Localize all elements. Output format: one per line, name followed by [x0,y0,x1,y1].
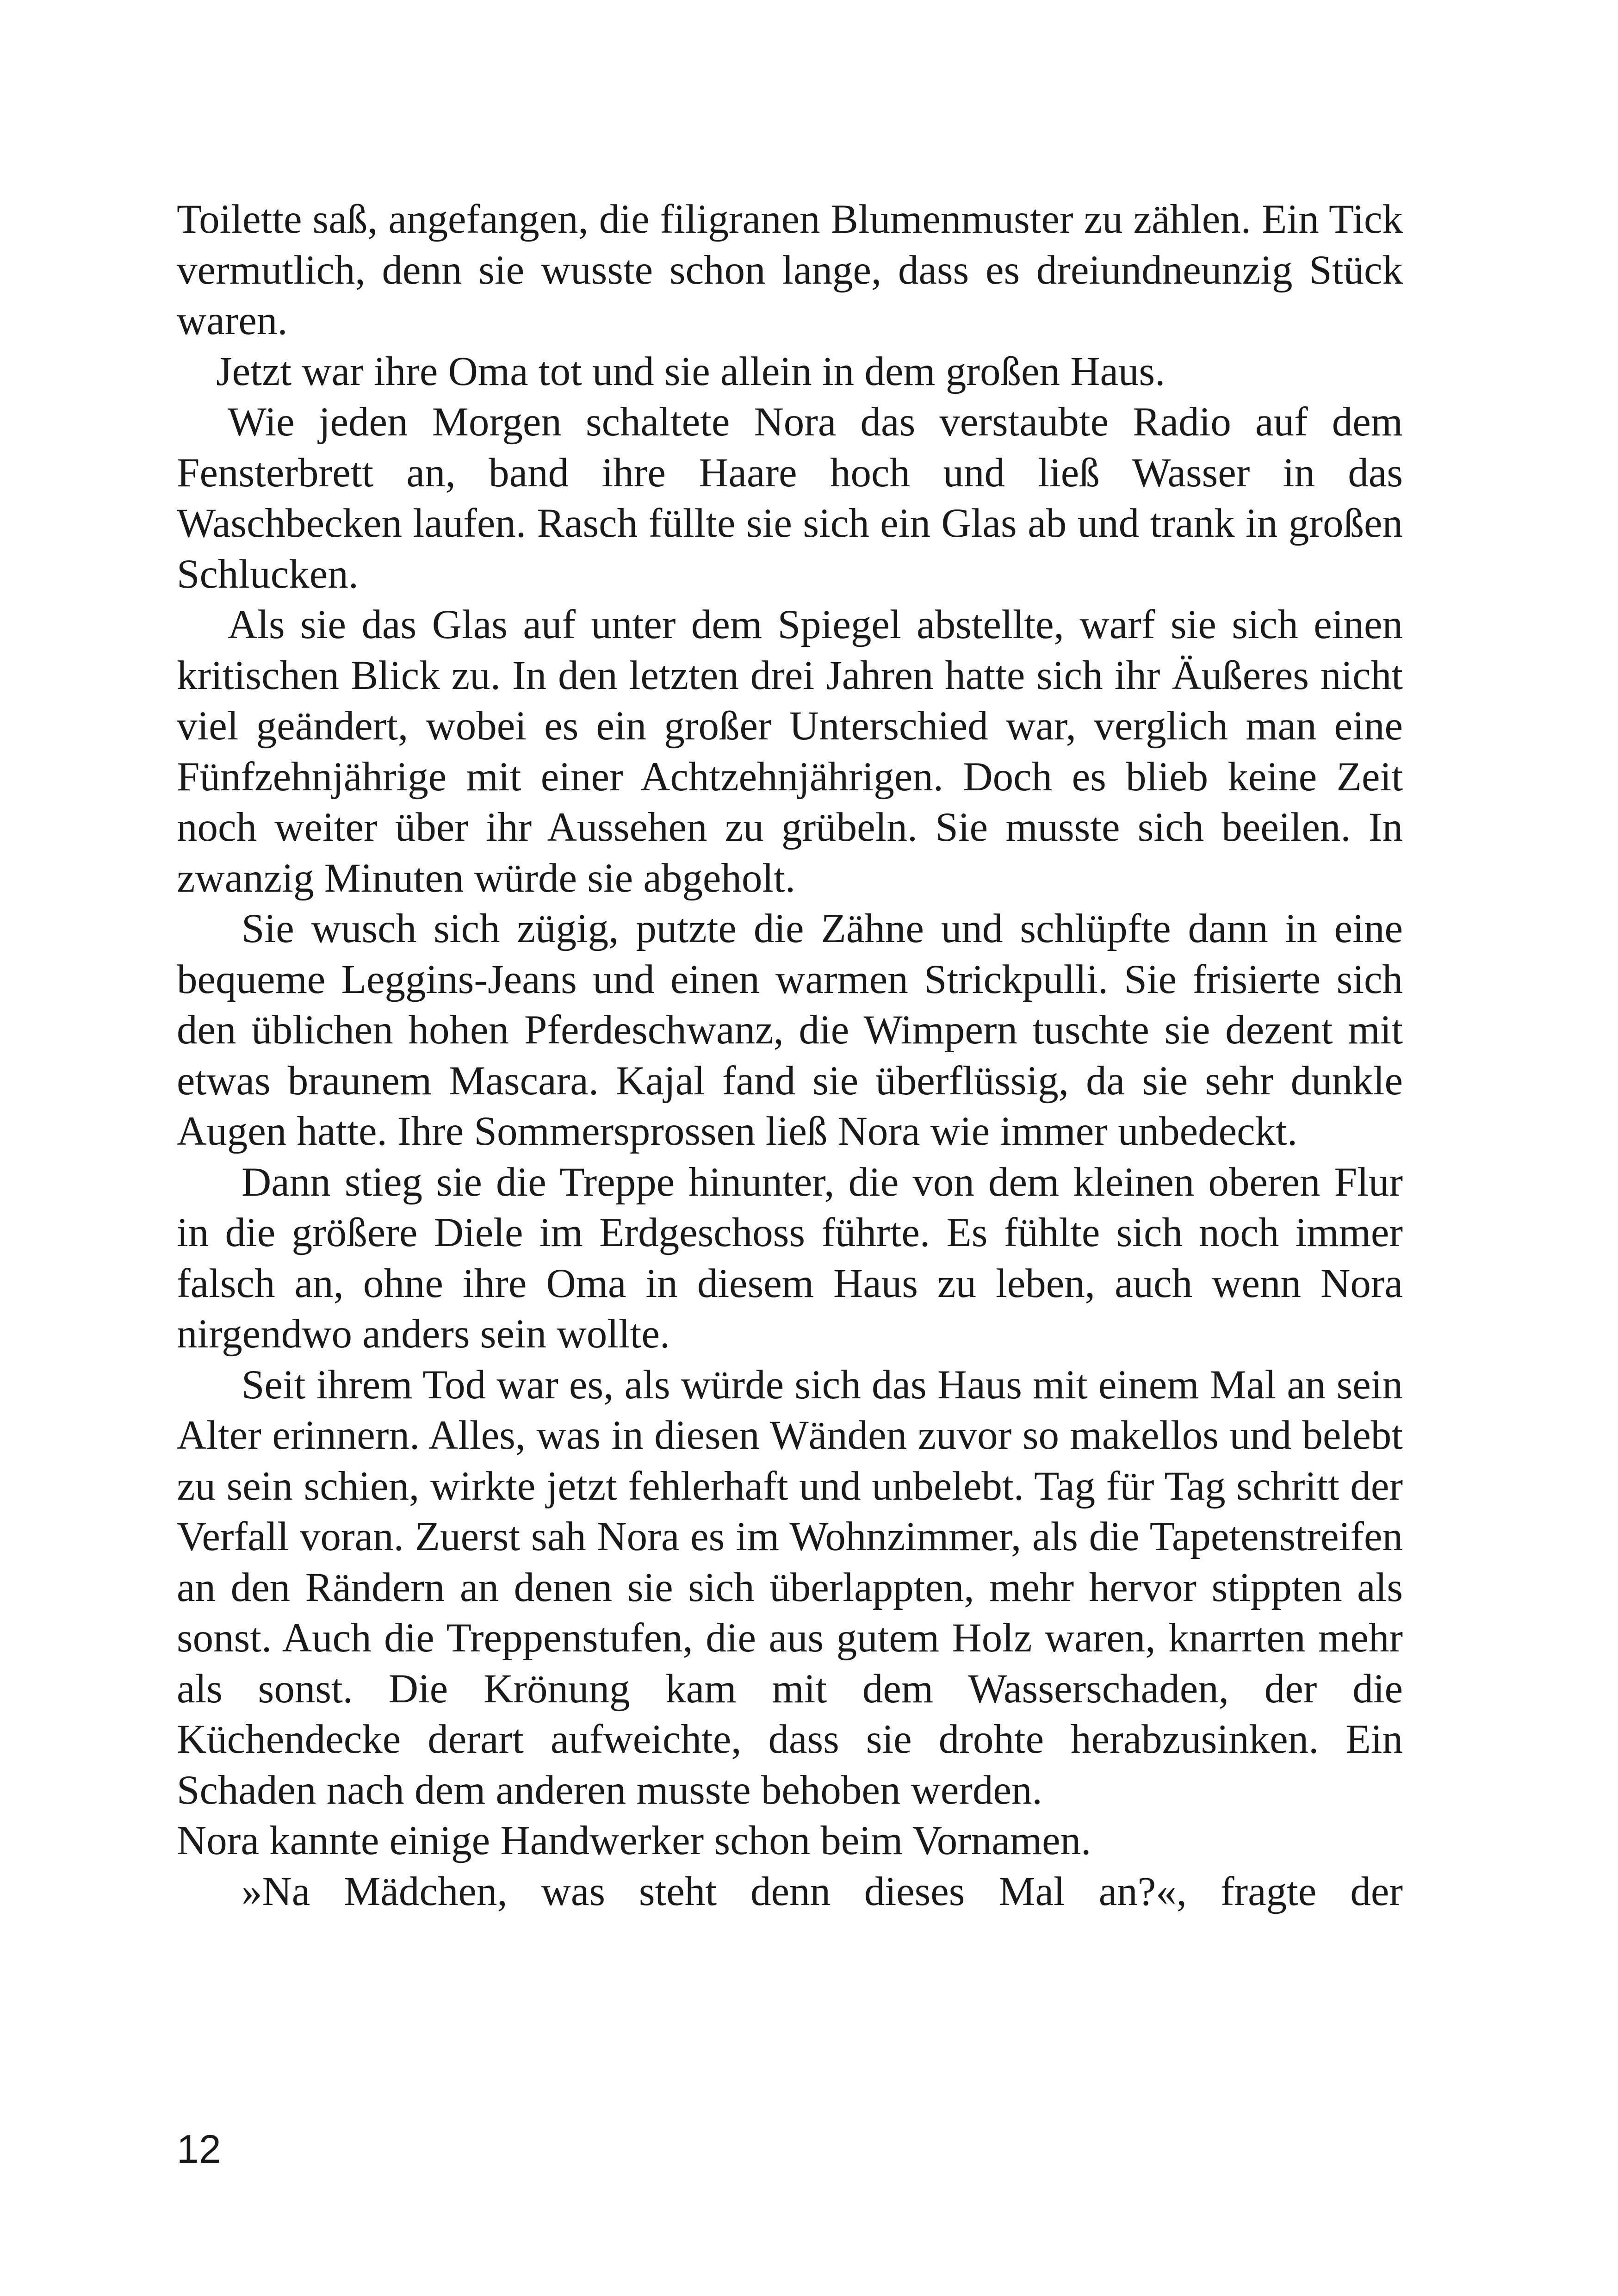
paragraph-1: Toilette saß, angefangen, die filigranen Blumenmuster zu zählen. Ein Tick vermutlich, denn sie wusste schon lange, dass es dreiundneunzig Stück waren. [177,197,1403,343]
paragraph-5: Sie wusch sich zügig, putzte die Zähne und schlüpfte dann in eine bequeme Leggins-Jeans und einen warmen Strickpulli. Sie frisierte sich den üblichen hohen Pferdeschwanz, die Wimpern tuschte sie dezent mit etwas braunem Mascara. Kajal fand sie überflüssig, da sie sehr dunkle Augen hatte. Ihre Sommersprossen ließ Nora wie immer unbedeckt. [177,906,1403,1154]
paragraph-6: Dann stieg sie die Treppe hinunter, die von dem kleinen oberen Flur in die größere Diele im Erdgeschoss führte. Es fühlte sich noch immer falsch an, ohne ihre Oma in diesem Haus zu leben, auch wenn Nora nirgendwo anders sein wollte. [177,1159,1403,1357]
paragraph-7: Seit ihrem Tod war es, als würde sich das Haus mit einem Mal an sein Alter erinnern. Alles, was in diesen Wänden zuvor so makellos und belebt zu sein schien, wirkte jetzt fehlerhaft und unbelebt. Tag für Tag schritt der Verfall voran. Zuerst sah Nora es im Wohnzimmer, als die Tapetenstreifen an den Rändern an denen sie sich überlappten, mehr hervor stippten als sonst. Auch die Treppenstufen, die aus gutem Holz waren, knarrten mehr als sonst. Die Krönung kam mit dem Wasserschaden, der die Küchendecke derart aufweichte, dass sie drohte herabzusinken. Ein Schaden nach dem anderen musste behoben werden. [177,1362,1403,1813]
paragraph-3: Wie jeden Morgen schaltete Nora das verstaubte Radio auf dem Fensterbrett an, band ihre Haare hoch und ließ Wasser in das Waschbecken laufen. Rasch füllte sie sich ein Glas ab und trank in großen Schlucken. [177,399,1403,597]
paragraph-4: Als sie das Glas auf unter dem Spiegel abstellte, warf sie sich einen kritischen Blick zu. In den letzten drei Jahren hatte sich ihr Äußeres nicht viel geändert, wobei es ein großer Unterschied war, verglich man eine Fünfzehnjährige mit einer Achtzehnjährigen. Doch es blieb keine Zeit noch weiter über ihr Aussehen zu grübeln. Sie musste sich beeilen. In zwanzig Minuten würde sie abgeholt. [177,602,1403,901]
paragraph-9: »Na Mädchen, was steht denn dieses Mal an?«, fragte der [242,1868,1403,1914]
paragraph-8: Nora kannte einige Handwerker schon beim Vornamen. [177,1818,1091,1863]
paragraph-2: Jetzt war ihre Oma tot und sie allein in dem großen Haus. [216,348,1165,394]
body-text [177,194,1403,1917]
page-number: 12 [177,2127,221,2172]
